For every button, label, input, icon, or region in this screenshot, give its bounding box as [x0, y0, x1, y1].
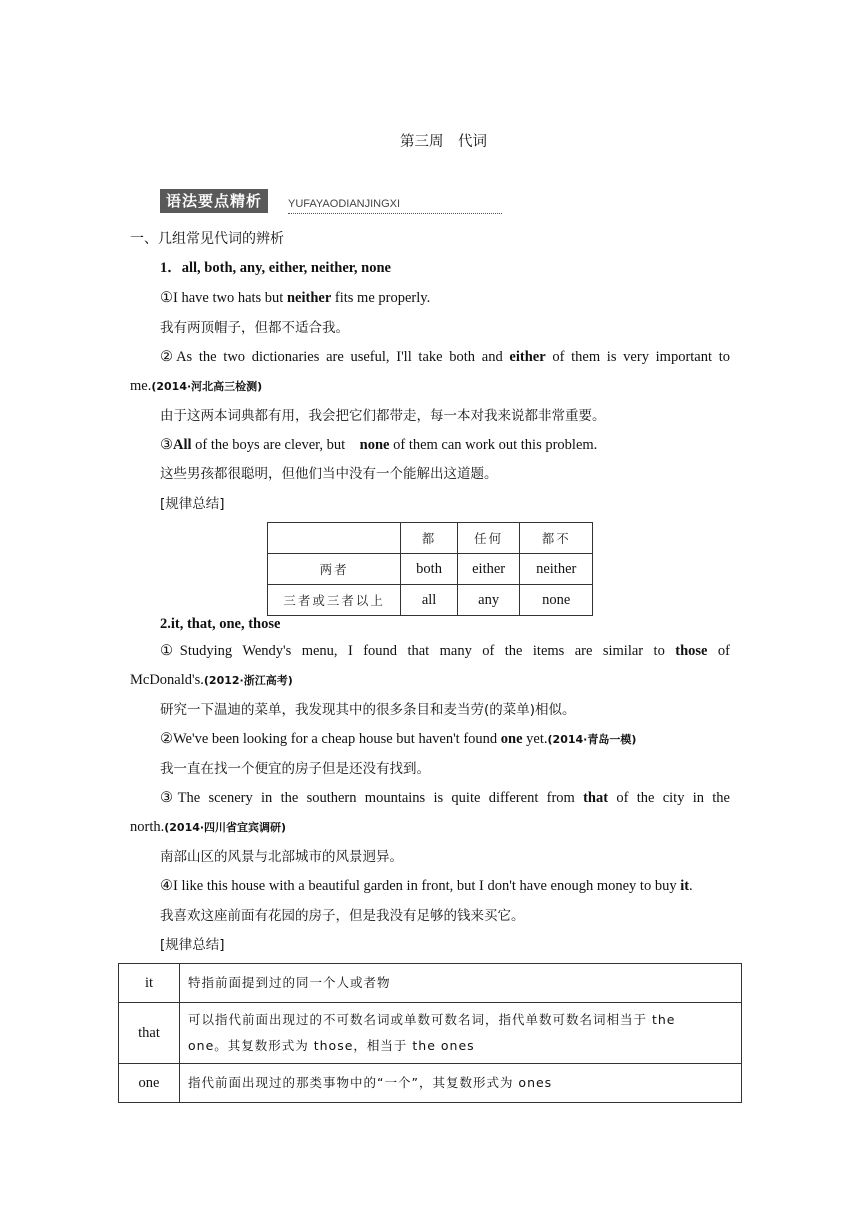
- table-row: [268, 585, 593, 616]
- source-note: (2014·青岛一模): [547, 733, 637, 746]
- group1-summary-label: [规律总结]: [160, 496, 225, 512]
- table-cell-key: one: [119, 1064, 180, 1103]
- table-cell-value: 特指前面提到过的同一个人或者物: [180, 964, 742, 1003]
- group1-heading: 1．all, both, any, either, neither, none: [160, 260, 391, 276]
- group1-example-1-translation: 我有两顶帽子，但都不适合我。: [160, 320, 349, 336]
- group2-example-1-translation: 研究一下温迪的菜单，我发现其中的很多条目和麦当劳(的菜单)相似。: [160, 702, 576, 718]
- group2-example-1-cont: McDonald's.(2012·浙江高考): [130, 672, 293, 688]
- table-cell: either: [457, 554, 520, 585]
- table-cell: [268, 523, 401, 554]
- table-cell-value: 指代前面出现过的那类事物中的“一个”，其复数形式为 ones: [180, 1064, 742, 1103]
- group2-summary-label: [规律总结]: [160, 937, 225, 953]
- table-cell: neither: [520, 554, 593, 585]
- group1-example-2: ②As the two dictionaries are useful, I'll take both and either of them is very important to: [160, 349, 730, 365]
- table-cell: 两者: [268, 554, 401, 585]
- page-title: 第三周 代词: [400, 134, 487, 150]
- group1-example-1: ①I have two hats but neither fits me properly.: [160, 290, 431, 306]
- group1-example-3: ③All of the boys are clever, but none of them can work out this problem.: [160, 437, 598, 453]
- table-cell: all: [401, 585, 458, 616]
- group2-example-2-translation: 我一直在找一个便宜的房子但是还没有找到。: [160, 761, 430, 777]
- table-cell-value: 可以指代前面出现过的不可数名词或单数可数名词，指代单数可数名词相当于 the one。其复数形式为 those，相当于 the ones: [180, 1003, 742, 1064]
- table-cell: both: [401, 554, 458, 585]
- comparison-table: [267, 522, 593, 616]
- table-row: [119, 1064, 742, 1103]
- table-row: [119, 964, 742, 1003]
- source-note: (2012·浙江高考): [203, 674, 293, 687]
- pronoun-rules-table: [118, 963, 742, 1103]
- group2-example-3: ③The scenery in the southern mountains is quite different from that of the city in the: [160, 790, 730, 806]
- group2-heading: 2.it, that, one, those: [160, 616, 281, 632]
- table-cell: 都不: [520, 523, 593, 554]
- section-banner: [160, 189, 502, 215]
- banner-dotted-rule: [288, 213, 502, 214]
- table-cell-key: it: [119, 964, 180, 1003]
- table-cell: 都: [401, 523, 458, 554]
- table-row: [268, 523, 593, 554]
- table-cell: 任何: [457, 523, 520, 554]
- table-row: [268, 554, 593, 585]
- group2-example-4: ④I like this house with a beautiful garden in front, but I don't have enough money to buy it.: [160, 878, 693, 894]
- source-note: (2014·四川省宜宾调研): [164, 821, 287, 834]
- banner-pinyin: YUFAYAODIANJINGXI: [288, 198, 401, 210]
- group1-example-2-cont: me.(2014·河北高三检测): [130, 378, 263, 394]
- table-row: [119, 1003, 742, 1064]
- group2-example-1: ①Studying Wendy's menu, I found that many of the items are similar to those of: [160, 643, 730, 659]
- table-cell-key: that: [119, 1003, 180, 1064]
- group2-example-2: ②We've been looking for a cheap house but haven't found one yet.(2014·青岛一模): [160, 731, 637, 747]
- group2-example-3-cont: north.(2014·四川省宜宾调研): [130, 819, 287, 835]
- table-cell: any: [457, 585, 520, 616]
- table-cell: none: [520, 585, 593, 616]
- section-heading: 一、几组常见代词的辨析: [130, 231, 284, 247]
- banner-label: 语法要点精析: [160, 189, 268, 213]
- group1-example-2-translation: 由于这两本词典都有用，我会把它们都带走，每一本对我来说都非常重要。: [160, 408, 606, 424]
- group2-example-3-translation: 南部山区的风景与北部城市的风景迥异。: [160, 849, 403, 865]
- table-cell: 三者或三者以上: [268, 585, 401, 616]
- source-note: (2014·河北高三检测): [151, 380, 263, 393]
- group1-example-3-translation: 这些男孩都很聪明，但他们当中没有一个能解出这道题。: [160, 466, 498, 482]
- group2-example-4-translation: 我喜欢这座前面有花园的房子，但是我没有足够的钱来买它。: [160, 908, 525, 924]
